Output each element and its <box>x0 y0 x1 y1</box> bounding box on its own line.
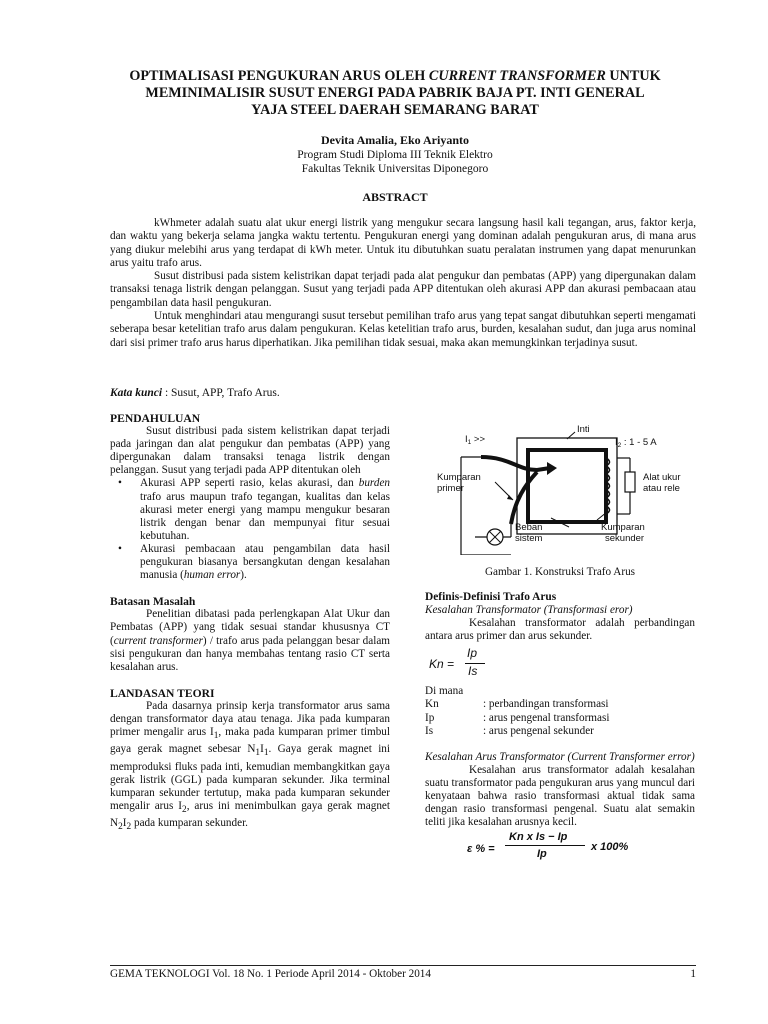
subscript: 1 <box>213 731 219 742</box>
formula-error-rhs: x 100% <box>591 841 629 854</box>
bullet1-text-end: trafo arus maupun trafo tegangan, kualitas dan kelas akurasi meter energi yang mampu mengukur besaran listrik dengan benar dan mempunyai fitur sesuai kebutuhan. <box>140 490 390 542</box>
symbol-definitions <box>425 698 695 737</box>
section-heading-definisi: Definis-Definisi Trafo Arus <box>425 591 557 603</box>
paper-title <box>100 68 690 119</box>
bullet2-text: Akurasi pembacaan atau pengambilan data hasil pengukuran biasanya bersangkutan dengan kesalahan manusia ( <box>140 542 390 582</box>
label-i2: $I_2$ : 1 - 5 A <box>615 437 657 449</box>
bullet1-italic: burden <box>358 477 390 490</box>
bullet1-text: Akurasi APP seperti rasio, kelas akurasi, dan <box>140 477 359 490</box>
abstract-paragraph: kWhmeter adalah suatu alat ukur energi listrik yang mengukur secara langsung hasil kali tegangan, arus, faktor kerja, dan waktu yang bekerja selama jangka waktu tertentu. Pengukuran energi yang dominan adalah pengukuran arus, di mana arus yang diukur melebihi arus yang terdapat di kWh meter. Untuk itu dibutuhkan suatu peralatan instrumen yang dapat menurunkan arus yaitu trafo arus. <box>110 217 696 269</box>
abstract-paragraph: Untuk menghindari atau mengurangi susut tersebut pemilihan trafo arus yang tepat sangat dibutuhkan seperti mengamati seberapa besar ketelitian trafo arus dalam pengukuran. Kelas ketelitian trafo arus, burden, kesalahan sudut, dan juga arus nominal dari sisi primer trafo arus harus diperhatikan. Jika pemilihan tidak sesuai, maka akan memungkinkan terjadinya susut. <box>110 310 696 349</box>
primer-leader-head <box>507 495 513 500</box>
batasan-text-end: ) / trafo arus pada pelanggan besar dalam sisi pengukuran dan hanya membahas tentang rasio CT serta kesalahan arus. <box>110 634 390 673</box>
batasan-text-start: Penelitian dibatasi pada perlengkapan Alat Ukur dan Pembatas (APP) yang tidak sesuai standar khususnya CT ( <box>110 608 390 647</box>
keywords <box>110 387 280 399</box>
keywords-label: Kata kunci <box>110 387 163 399</box>
fraction-bar <box>505 845 585 846</box>
meter-symbol <box>625 472 635 492</box>
abstract-heading: ABSTRACT <box>362 190 428 204</box>
formula-error-denominator: Ip <box>537 848 547 861</box>
definition-row <box>425 698 695 711</box>
bullet2-text-end: ). <box>240 569 247 582</box>
symbol-description: : arus pengenal transformasi <box>483 711 610 724</box>
batasan-text <box>110 608 390 673</box>
definition-row <box>425 725 695 738</box>
left-column <box>110 412 390 835</box>
formula-kn-denominator: Is <box>468 664 478 679</box>
section-heading-pendahuluan: PENDAHULUAN <box>110 412 201 425</box>
primary-conductor-down <box>511 472 537 524</box>
landasan-part: pada kumparan sekunder. <box>131 817 248 830</box>
pendahuluan-intro: Susut distribusi pada sistem kelistrikan dapat terjadi pada jaringan dan alat pengukur dan pembatas (APP) yang dipergunakan dalam transaksi tenaga listrik dengan pelanggan. Susut yang terjadi pada APP ditentukan oleh <box>110 425 390 477</box>
symbol: Is <box>425 724 434 737</box>
primary-arrow <box>547 462 557 475</box>
landasan-part: Pada dasarnya prinsip kerja transformator arus sama dengan transformator daya atau tenaga. Jika pada kumparan primer mengalir arus I <box>110 699 390 739</box>
symbol-description: : perbandingan transformasi <box>483 698 609 711</box>
landasan-part: , maka pada kumparan primer timbul gaya gerak magnet sebesar N <box>110 726 390 756</box>
subheading-kesalahan-transformator: Kesalahan Transformator (Transformasi eror) <box>425 604 633 617</box>
abstract-paragraph: Susut distribusi pada sistem kelistrikan dapat terjadi pada alat pengukur dan pembatas (APP) yang dipergunakan dalam transaksi tenaga listrik dengan pelanggan. Susut yang terjadi pada APP ditentukan oleh akurasi APP dan akurasi pembacaan atau pengambilan data hasil pengukuran. <box>110 270 696 309</box>
landasan-part: I <box>122 817 127 830</box>
title-line2: MEMINIMALISIR SUSUT ENERGI PADA PABRIK BAJA PT. INTI GENERAL <box>145 85 645 101</box>
subscript: 1 <box>263 748 269 759</box>
right-column <box>425 591 695 867</box>
section-heading-batasan: Batasan Masalah <box>110 595 196 609</box>
formula-error-lhs: ε % = <box>467 843 495 856</box>
subscript: 2 <box>118 822 123 833</box>
title-line3: YAJA STEEL DAERAH SEMARANG BARAT <box>251 102 539 118</box>
definition-row <box>425 712 695 725</box>
figure-caption: Gambar 1. Konstruksi Trafo Arus <box>484 566 636 578</box>
abstract-body <box>110 217 696 350</box>
ct-error-text: Kesalahan arus transformator adalah kesalahan suatu transformator pada pengukuran arus yang muncul dari kenyataan bahwa rasio transformasi aktual tidak sama dengan rasio transformasi pengenal. Suatu alat semakin teliti jika kesalahan arusnya kecil. <box>425 763 695 829</box>
definisi-text: Kesalahan transformator adalah perbandingan antara arus primer dan arus sekunder. <box>425 617 695 643</box>
symbol-description: : arus pengenal sekunder <box>483 724 594 737</box>
section-heading-landasan: LANDASAN TEORI <box>110 686 215 700</box>
keywords-text: : Susut, APP, Trafo Arus. <box>162 387 280 399</box>
label-i1: $I_1$ >> <box>465 434 486 446</box>
pendahuluan-list <box>110 477 390 582</box>
page-number: 1 <box>690 968 696 980</box>
primary-conductor <box>481 457 550 470</box>
footer-rule <box>110 965 696 966</box>
label-alat-ukur: Alat ukur <box>643 472 681 483</box>
dimana-label: Di mana <box>425 685 464 698</box>
label-beban-2: sistem <box>515 533 543 544</box>
affiliation <box>100 148 690 176</box>
list-item <box>140 477 390 542</box>
ct-construction-diagram <box>425 420 695 555</box>
affiliation-line1: Program Studi Diploma III Teknik Elektro <box>297 149 493 161</box>
landasan-part: , arus ini menimbulkan gaya gerak magnet N <box>110 800 390 830</box>
formula-kn <box>425 645 695 685</box>
subscript: 2 <box>182 805 187 816</box>
list-item <box>140 543 390 582</box>
authors: Devita Amalia, Eko Ariyanto <box>320 133 469 147</box>
label-kumparan-primer-2: primer <box>437 483 464 494</box>
affiliation-line2: Fakultas Teknik Universitas Diponegoro <box>301 163 489 175</box>
label-inti: Inti <box>577 424 590 435</box>
title-line1-end: UNTUK <box>605 68 661 84</box>
formula-kn-numerator: Ip <box>467 646 478 661</box>
landasan-part: I <box>260 743 264 756</box>
landasan-part: . Gaya gerak magnet ini memproduksi fluks pada inti, kemudian membangkitkan gaya gerak listrik (GGL) pada kumparan sekunder. Jika terminal kumparan sekunder tertutup, maka pada kumparan sekunder mengalir arus I <box>110 743 390 812</box>
title-italic: CURRENT TRANSFORMER <box>428 68 606 84</box>
title-line1: OPTIMALISASI PENGUKURAN ARUS OLEH <box>129 68 429 84</box>
label-kumparan-sekunder: Kumparan <box>601 522 645 533</box>
bullet2-italic: human error <box>183 569 241 582</box>
landasan-text <box>110 700 390 835</box>
formula-kn-lhs: Kn = <box>429 657 455 672</box>
label-beban: Beban <box>515 522 543 533</box>
label-alat-ukur-2: atau rele <box>643 483 680 494</box>
label-kumparan-primer: Kumparan <box>437 472 481 483</box>
subheading-current-transformer-error: Kesalahan Arus Transformator (Current Transformer error) <box>425 750 695 763</box>
symbol: Kn <box>425 698 439 711</box>
batasan-italic: current transformer <box>113 634 203 647</box>
formula-error <box>425 831 695 867</box>
subscript: 1 <box>255 748 261 759</box>
formula-error-numerator: Kn x Is − Ip <box>509 831 568 844</box>
core-inner <box>528 450 606 522</box>
symbol: Ip <box>425 711 435 724</box>
core-outer <box>517 438 617 534</box>
label-kumparan-sekunder-2: sekunder <box>605 533 645 544</box>
subscript: 2 <box>126 822 132 833</box>
footer-journal: GEMA TEKNOLOGI Vol. 18 No. 1 Periode April 2014 - Oktober 2014 <box>110 968 431 980</box>
